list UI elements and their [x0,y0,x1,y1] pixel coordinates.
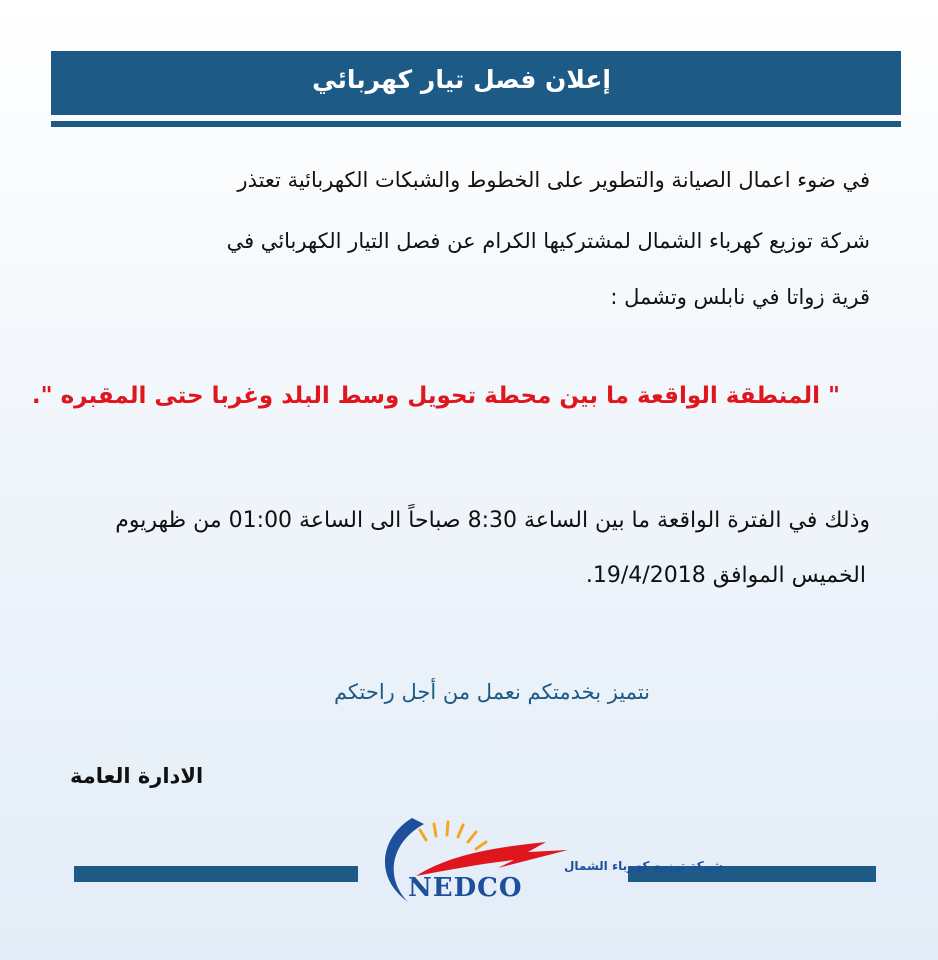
header-bar [51,51,901,115]
logo-graphic [368,806,723,912]
logo-arabic-text: شركة توزيع كهرباء الشمال [564,859,723,873]
nedco-logo [368,806,723,912]
signature: الادارة العامة [70,764,204,788]
period-line-1: وذلك في الفترة الواقعة ما بين الساعة 8:30 صباحاً الى الساعة 01:00 من ظهريوم [115,508,870,533]
footer-line-left [74,866,358,882]
page-title: إعلان فصل تيار كهربائي [312,65,611,94]
affected-area-text: " المنطقة الواقعة ما بين محطة تحويل وسط البلد وغربا حتى المقبره ". [31,383,840,409]
period-line-2: الخميس الموافق 19/4/2018. [585,563,866,588]
intro-line-3: قرية زواتا في نابلس وتشمل : [610,285,870,309]
logo-letters: NEDCO [408,873,523,903]
slogan: نتميز بخدمتكم نعمل من أجل راحتكم [333,680,650,704]
intro-line-2: شركة توزيع كهرباء الشمال لمشتركيها الكرام عن فصل التيار الكهربائي في [226,229,870,253]
intro-line-1: في ضوء اعمال الصيانة والتطوير على الخطوط والشبكات الكهربائية تعتذر [237,168,870,192]
header-divider [51,121,901,127]
